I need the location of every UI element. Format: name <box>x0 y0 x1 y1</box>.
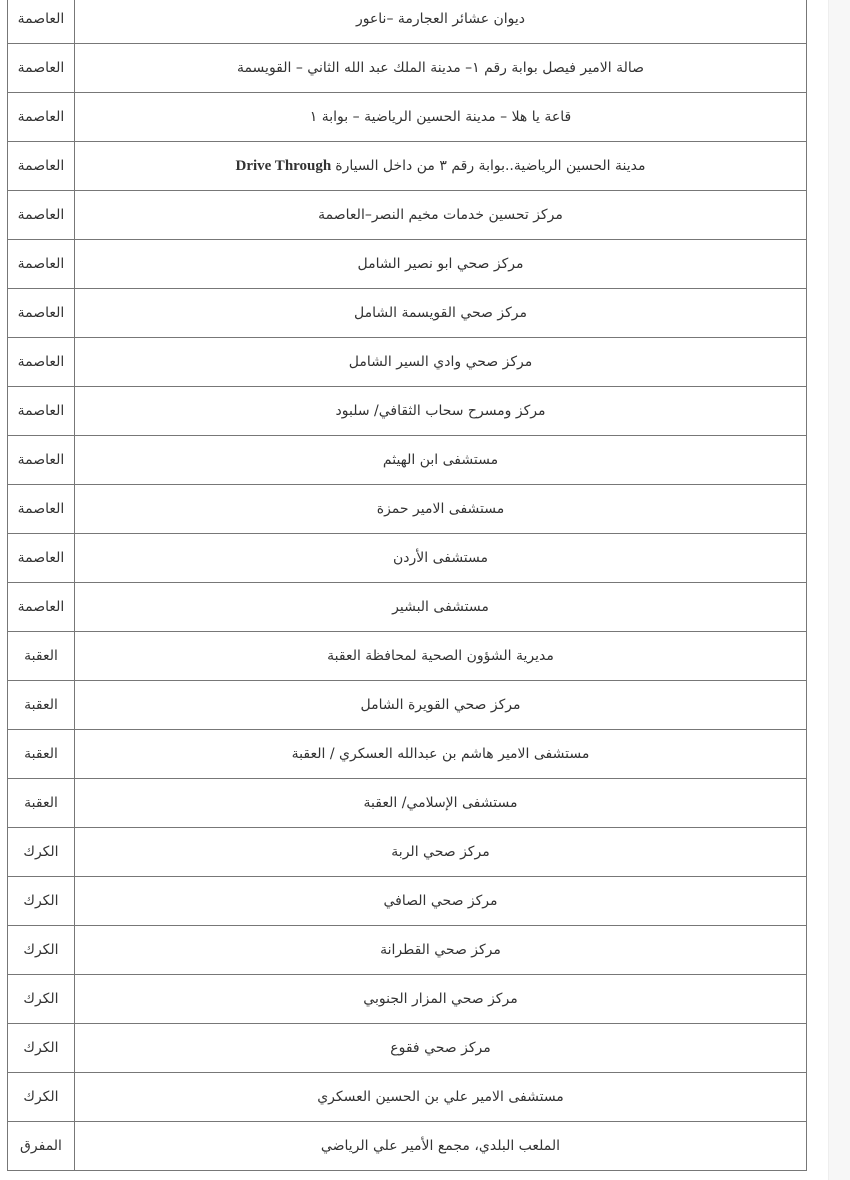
table-row <box>8 387 807 436</box>
region-cell: الكرك <box>8 926 75 975</box>
site-cell: مركز صحي القويسمة الشامل <box>75 289 807 338</box>
region-cell: العاصمة <box>8 436 75 485</box>
region-cell: العاصمة <box>8 240 75 289</box>
table-row <box>8 632 807 681</box>
table-body <box>8 0 807 1171</box>
site-cell: قاعة يا هلا – مدينة الحسين الرياضية – بوابة ١ <box>75 93 807 142</box>
site-cell: مركز صحي فقوع <box>75 1024 807 1073</box>
site-cell: مستشفى ابن الهيثم <box>75 436 807 485</box>
table-row <box>8 485 807 534</box>
site-cell: الملعب البلدي، مجمع الأمير علي الرياضي <box>75 1122 807 1171</box>
site-cell <box>75 142 807 191</box>
table-row <box>8 1073 807 1122</box>
site-cell: مركز صحي المزار الجنوبي <box>75 975 807 1024</box>
table-row <box>8 926 807 975</box>
region-cell: الكرك <box>8 1024 75 1073</box>
site-cell: صالة الامير فيصل بوابة رقم ١– مدينة الملك عبد الله الثاني – القويسمة <box>75 44 807 93</box>
table-row <box>8 436 807 485</box>
site-cell: مستشفى الامير حمزة <box>75 485 807 534</box>
table-row <box>8 1024 807 1073</box>
site-cell: مركز صحي الربة <box>75 828 807 877</box>
site-cell: مركز صحي وادي السير الشامل <box>75 338 807 387</box>
table-row <box>8 828 807 877</box>
region-cell: العاصمة <box>8 583 75 632</box>
region-cell: العاصمة <box>8 191 75 240</box>
site-name-text: مدينة الحسين الرياضية..بوابة رقم ٣ من داخل السيارة <box>335 158 646 174</box>
region-cell: العاصمة <box>8 0 75 44</box>
table-row <box>8 975 807 1024</box>
table-row <box>8 877 807 926</box>
site-cell: ديوان عشائر العجارمة –ناعور <box>75 0 807 44</box>
region-cell: العاصمة <box>8 289 75 338</box>
site-cell: مستشفى الامير هاشم بن عبدالله العسكري / العقبة <box>75 730 807 779</box>
site-cell: مركز صحي الصافي <box>75 877 807 926</box>
region-cell: العقبة <box>8 681 75 730</box>
table-row <box>8 191 807 240</box>
table-row <box>8 93 807 142</box>
site-cell: مركز صحي ابو نصير الشامل <box>75 240 807 289</box>
site-cell: مركز تحسين خدمات مخيم النصر–العاصمة <box>75 191 807 240</box>
site-cell: مركز ومسرح سحاب الثقافي/ سلبود <box>75 387 807 436</box>
table-row <box>8 681 807 730</box>
region-cell: العاصمة <box>8 534 75 583</box>
site-cell: مركز صحي القويرة الشامل <box>75 681 807 730</box>
region-cell: العقبة <box>8 632 75 681</box>
region-cell: الكرك <box>8 877 75 926</box>
site-name-latin-text: Drive Through <box>235 158 332 174</box>
region-cell: العقبة <box>8 779 75 828</box>
region-cell: الكرك <box>8 975 75 1024</box>
region-cell: العاصمة <box>8 93 75 142</box>
region-cell: العاصمة <box>8 44 75 93</box>
site-cell: مستشفى البشير <box>75 583 807 632</box>
vaccination-sites-table <box>7 0 807 1171</box>
region-cell: العاصمة <box>8 485 75 534</box>
table-row <box>8 142 807 191</box>
site-cell: مديرية الشؤون الصحية لمحافظة العقبة <box>75 632 807 681</box>
region-cell: العاصمة <box>8 387 75 436</box>
region-cell: الكرك <box>8 828 75 877</box>
table-row <box>8 1122 807 1171</box>
site-cell: مستشفى الأردن <box>75 534 807 583</box>
table-row <box>8 44 807 93</box>
table-row <box>8 0 807 44</box>
vaccination-sites-table-wrapper <box>7 0 807 1171</box>
region-cell: المفرق <box>8 1122 75 1171</box>
site-cell: مستشفى الامير علي بن الحسين العسكري <box>75 1073 807 1122</box>
table-row <box>8 289 807 338</box>
region-cell: العاصمة <box>8 338 75 387</box>
region-cell: العقبة <box>8 730 75 779</box>
table-row <box>8 534 807 583</box>
region-cell: الكرك <box>8 1073 75 1122</box>
table-row <box>8 240 807 289</box>
table-row <box>8 779 807 828</box>
table-row <box>8 338 807 387</box>
site-cell: مركز صحي القطرانة <box>75 926 807 975</box>
region-cell: العاصمة <box>8 142 75 191</box>
page-margin <box>828 0 850 1180</box>
site-cell: مستشفى الإسلامي/ العقبة <box>75 779 807 828</box>
table-row <box>8 730 807 779</box>
table-row <box>8 583 807 632</box>
